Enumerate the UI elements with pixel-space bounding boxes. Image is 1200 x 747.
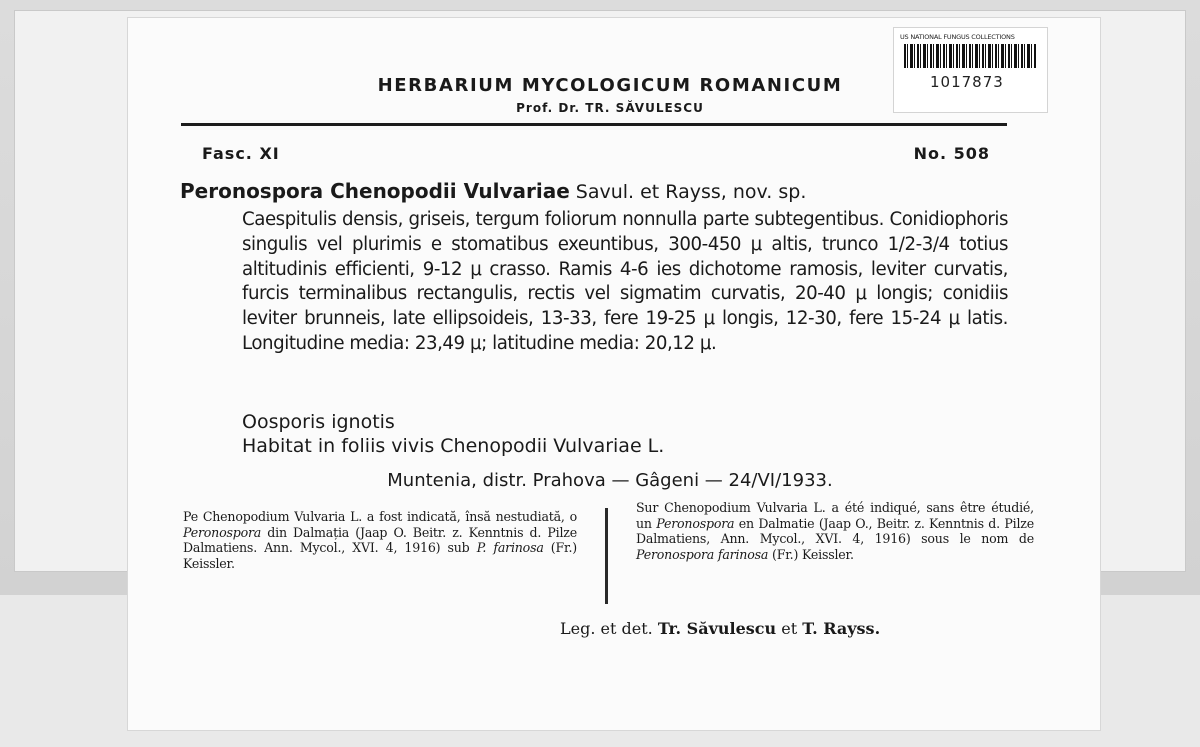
header-rule [181, 123, 1007, 126]
fascicle-number: Fasc. XI [202, 144, 280, 163]
collectors-line [560, 619, 880, 638]
species-name: Peronospora Chenopodii Vulvariae [180, 179, 570, 203]
french-note-genus: Peronospora [656, 515, 735, 531]
collectors-joiner: et [776, 619, 803, 638]
barcode-number: 1017873 [930, 73, 1004, 91]
french-note-text-3: (Fr.) Keissler. [768, 546, 854, 562]
collector-name-1: Tr. Săvulescu [657, 619, 777, 638]
barcode-icon [904, 44, 1037, 68]
romanian-note-text-1: Pe Chenopodium Vulvaria L. a fost indicată, însă nestudiată, o [183, 509, 577, 524]
romanian-note-genus: Peronospora [183, 524, 262, 540]
species-author: Savul. et Rayss, nov. sp. [575, 181, 807, 203]
latin-description: Caespitulis densis, griseis, tergum foliorum nonnulla parte subtegentibus. Conidiophoris singulis vel plurimis e stomatibus exeuntibus, 300-450 μ altis, trunco 1/2-3/4 totius altitudinis efficienti, 9-12 μ crasso. Ramis 4-6 ies dichotome ramosis, leviter curvatis, furcis terminalibus rectangulis, rectis vel sigmatim curvatis, 20-40 μ longis; conidiis leviter brunneis, late ellipsoideis, 13-33, fere 19-25 μ longis, 12-30, fere 15-24 μ latis. Longitudine media: 23,49 μ; latitudine media: 20,12 μ. [242, 209, 1008, 354]
collector-name-2: T. Rayss. [802, 619, 881, 638]
barcode-caption: US NATIONAL FUNGUS COLLECTIONS [900, 33, 1015, 41]
french-note-species: Peronospora farinosa [636, 546, 769, 562]
romanian-note-text-2: din Dalmația (Jaap O. Beitr. z. Kenntnis d. Pilze Dalmatiens. Ann. Mycol., XVI. 4, 1916) sub [183, 524, 577, 556]
specimen-number: No. 508 [913, 144, 990, 163]
habitat-note: Habitat in foliis vivis Chenopodii Vulvariae L. [242, 435, 665, 457]
romanian-note-text-3: (Fr.) Keissler. [183, 540, 577, 571]
collectors-prefix: Leg. et det. [560, 619, 658, 638]
romanian-note-species: P. farinosa [476, 540, 544, 556]
oospores-note: Oosporis ignotis [242, 411, 395, 433]
romanian-note [183, 509, 577, 571]
label-title: HERBARIUM MYCOLOGICUM ROMANICUM [377, 75, 843, 96]
collection-locality: Muntenia, distr. Prahova — Gâgeni — 24/VI/1933. [387, 470, 833, 491]
french-note-text-2: en Dalmatie (Jaap O., Beitr. z. Kenntnis d. Pilze Dalmatiens, Ann. Mycol., XVI. 4, 1916) sous le nom de [636, 515, 1034, 547]
species-heading [180, 179, 806, 203]
french-note [636, 500, 1034, 562]
label-subtitle: Prof. Dr. TR. SĂVULESCU [516, 101, 704, 115]
notes-divider [605, 508, 608, 604]
french-note-text-1: Sur Chenopodium Vulvaria L. a été indiqué, sans être étudié, un [636, 500, 1034, 531]
